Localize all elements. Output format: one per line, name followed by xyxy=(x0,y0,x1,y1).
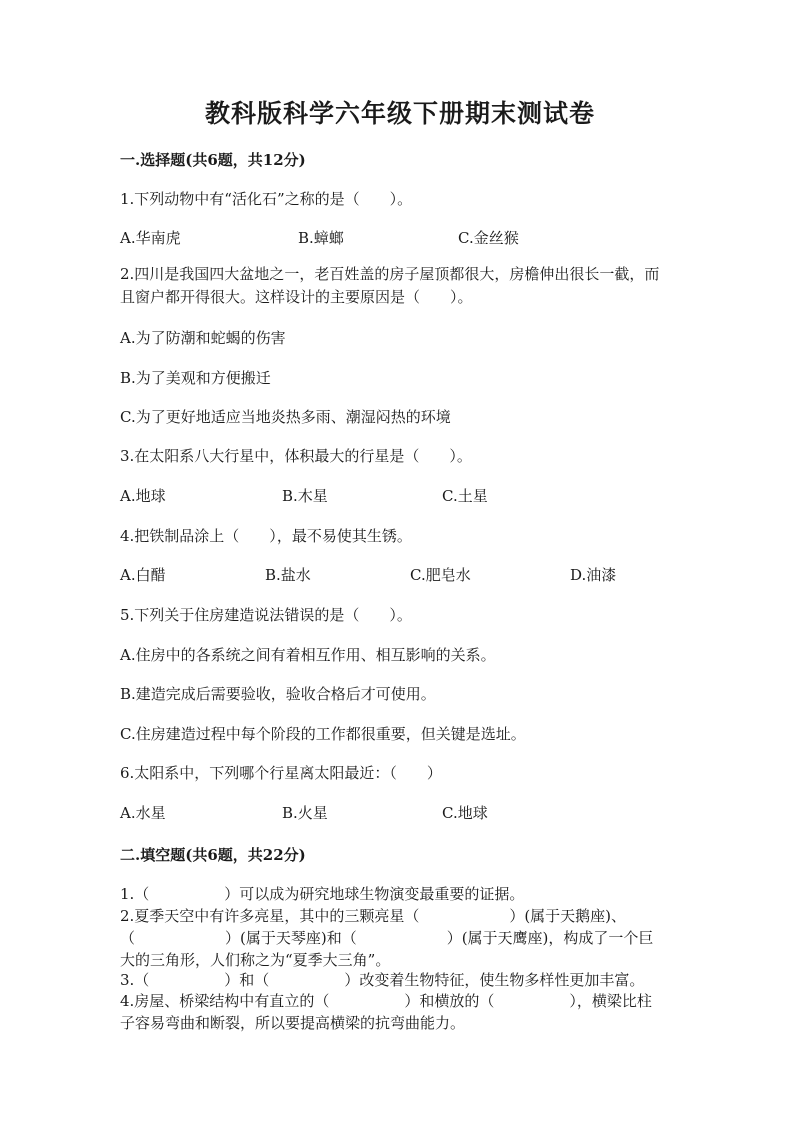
section-heading-choice: 一.选择题(共6题，共12分) xyxy=(120,151,306,169)
question-4-options xyxy=(120,565,690,585)
question-2-text: 2.四川是我国四大盆地之一，老百姓盖的房子屋顶都很大，房檐伸出很长一截，而且窗户都开得很大。这样设计的主要原因是（ ）。 xyxy=(120,265,660,306)
section-heading-fill: 二.填空题(共6题，共22分) xyxy=(120,846,306,864)
question-4-text: 4.把铁制品涂上（ ），最不易使其生锈。 xyxy=(120,527,412,545)
question-2-option-c: C.为了更好地适应当地炎热多雨、潮湿闷热的环境 xyxy=(120,408,451,426)
question-6-option-c: C.地球 xyxy=(442,804,488,822)
fill-question-4: 4.房屋、桥梁结构中有直立的（ ）和横放的（ ），横梁比柱子容易弯曲和断裂，所以要提高横梁的抗弯曲能力。 xyxy=(120,992,652,1032)
question-6-text: 6.太阳系中，下列哪个行星离太阳最近：（ ） xyxy=(120,764,442,782)
question-5-option-c: C.住房建造过程中每个阶段的工作都很重要，但关键是选址。 xyxy=(120,725,526,743)
question-4-option-d: D.油漆 xyxy=(570,566,617,584)
fill-question-1: 1.（ ）可以成为研究地球生物演变最重要的证据。 xyxy=(120,885,525,903)
fill-question-3: 3.（ ）和（ ）改变着生物特征，使生物多样性更加丰富。 xyxy=(120,971,645,989)
question-1-text: 1.下列动物中有“活化石”之称的是（ ）。 xyxy=(120,190,413,208)
question-4-option-a: A.白醋 xyxy=(120,566,166,584)
question-4-option-b: B.盐水 xyxy=(265,566,311,584)
question-3-option-a: A.地球 xyxy=(120,487,166,505)
question-1-option-c: C.金丝猴 xyxy=(458,229,519,247)
question-3-option-b: B.木星 xyxy=(282,487,328,505)
question-1-option-b: B.蟑螂 xyxy=(298,229,344,247)
question-6-option-a: A.水星 xyxy=(120,804,166,822)
question-1-option-a: A.华南虎 xyxy=(120,229,181,247)
fill-question-2: 2.夏季天空中有许多亮星，其中的三颗亮星（ ）(属于天鹅座)、（ ）(属于天琴座)和（ ）(属于天鹰座)，构成了一个巨大的三角形，人们称之为“夏季大三角”。 xyxy=(120,907,654,969)
question-5-text: 5.下列关于住房建造说法错误的是（ ）。 xyxy=(120,606,412,624)
page-title: 教科版科学六年级下册期末测试卷 xyxy=(204,99,595,128)
question-3-text: 3.在太阳系八大行星中，体积最大的行星是（ ）。 xyxy=(120,447,472,465)
question-6-option-b: B.火星 xyxy=(282,804,328,822)
question-1-options xyxy=(120,228,690,248)
question-3-options xyxy=(120,486,690,506)
question-5-option-a: A.住房中的各系统之间有着相互作用、相互影响的关系。 xyxy=(120,646,496,664)
question-2-option-a: A.为了防潮和蛇蝎的伤害 xyxy=(120,329,286,347)
question-4-option-c: C.肥皂水 xyxy=(410,566,471,584)
question-5-option-b: B.建造完成后需要验收，验收合格后才可使用。 xyxy=(120,685,436,703)
question-3-option-c: C.土星 xyxy=(442,487,488,505)
question-2-option-b: B.为了美观和方便搬迁 xyxy=(120,369,271,387)
question-6-options xyxy=(120,803,690,823)
